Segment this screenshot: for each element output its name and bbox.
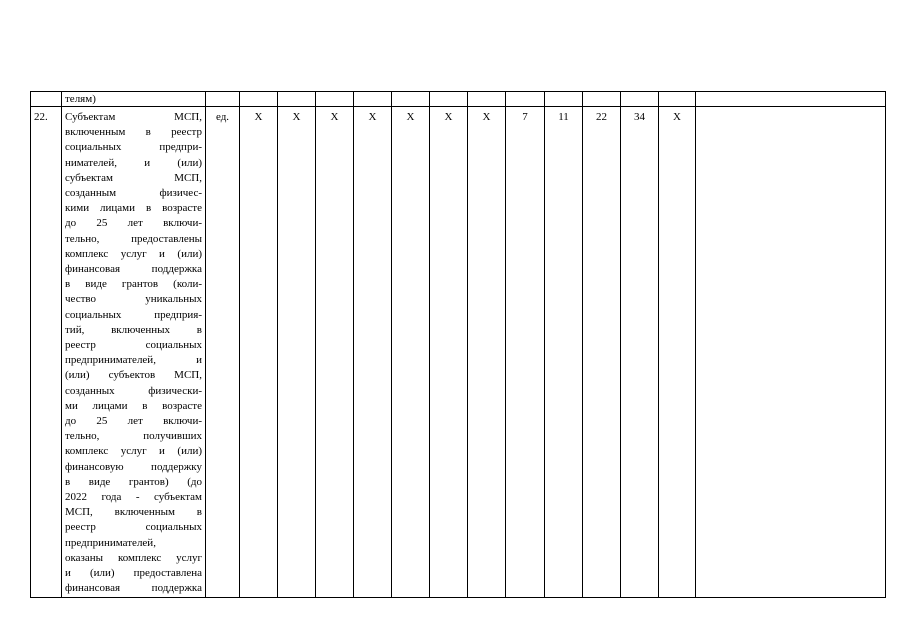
value-cell: 11	[545, 107, 583, 598]
cell-number	[31, 92, 62, 107]
description-line: финансовая поддержка	[65, 263, 202, 276]
continuation-text: телям)	[65, 93, 96, 105]
description-line: созданных физически-	[65, 384, 202, 397]
description-line: до 25 лет включи-	[65, 415, 202, 428]
description-line: реестр социальных	[65, 521, 202, 534]
value-cell: Х	[430, 107, 468, 598]
description-line: комплекс услуг и (или)	[65, 247, 202, 260]
description-line: созданным физичес-	[65, 187, 202, 200]
description-line: финансовая поддержка	[65, 582, 202, 595]
cell-description	[62, 92, 206, 107]
description-line: оказаны комплекс услуг	[65, 551, 202, 564]
description-line: нимателей, и (или)	[65, 156, 202, 169]
table-row	[31, 107, 886, 598]
value-cell: Х	[392, 107, 430, 598]
description-line: тий, включенных в	[65, 323, 202, 336]
description-line: и (или) предоставлена	[65, 567, 202, 580]
description-line: ми лицами в возрасте	[65, 399, 202, 412]
description-line: (или) субъектов МСП,	[65, 369, 202, 382]
value-cell: Х	[354, 107, 392, 598]
value-cell: 34	[621, 107, 659, 598]
description-line: тельно, предоставлены	[65, 232, 202, 245]
description-line: МСП, включенным в	[65, 506, 202, 519]
description-line: предпринимателей, и	[65, 354, 202, 367]
value-cell: 22	[583, 107, 621, 598]
description-line: в виде грантов (коли-	[65, 278, 202, 291]
value-cell: Х	[316, 107, 354, 598]
description-line: комплекс услуг и (или)	[65, 445, 202, 458]
description-line: финансовую поддержку	[65, 460, 202, 473]
description-line: социальных предприя-	[65, 308, 202, 321]
description-line: в виде грантов) (до	[65, 475, 202, 488]
value-cell: 7	[506, 107, 545, 598]
description-line: Субъектам МСП,	[65, 111, 202, 123]
description-line: субъектам МСП,	[65, 171, 202, 184]
row-description	[62, 107, 206, 598]
description-line: предпринимателей,	[65, 536, 156, 549]
description-line: включенным в реестр	[65, 126, 202, 139]
row-unit: ед.	[206, 107, 240, 598]
value-cell: Х	[240, 107, 278, 598]
description-line: тельно, получивших	[65, 430, 202, 443]
continuation-row	[31, 92, 886, 107]
value-cell: Х	[468, 107, 506, 598]
description-line: до 25 лет включи-	[65, 217, 202, 230]
empty-cell	[696, 107, 886, 598]
row-number: 22.	[31, 107, 62, 598]
description-line: 2022 года - субъектам	[65, 491, 202, 504]
value-cell: Х	[659, 107, 696, 598]
description-text	[65, 110, 202, 597]
description-line: кими лицами в возрасте	[65, 202, 202, 215]
description-line: социальных предпри-	[65, 141, 202, 154]
value-cell: Х	[278, 107, 316, 598]
description-line: реестр социальных	[65, 339, 202, 352]
description-line: чество уникальных	[65, 293, 202, 306]
indicators-table	[30, 91, 886, 598]
